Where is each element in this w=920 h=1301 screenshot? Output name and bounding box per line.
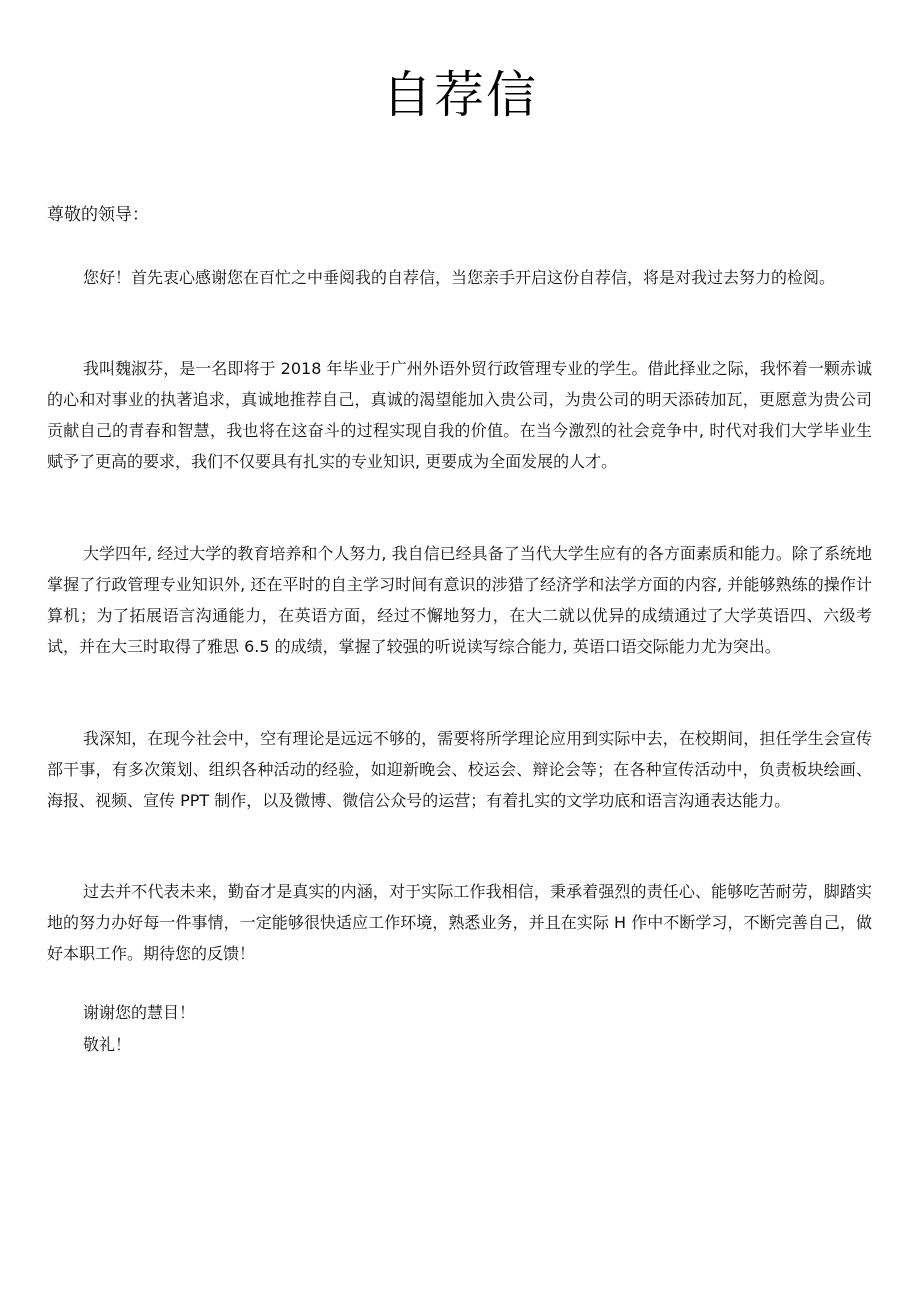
paragraph-conclusion: 过去并不代表未来，勤奋才是真实的内涵，对于实际工作我相信，秉承着强烈的责任心、能够吃苦耐劳，脚踏实地的努力办好每一件事情，一定能够很快适应工作环境，熟悉业务，并且在实际 H 作中不断学习，不断完善自己，做好本职工作。期待您的反馈！ (47, 882, 872, 963)
salutation: 尊敬的领导： (47, 205, 149, 225)
paragraph-experience: 我深知，在现今社会中，空有理论是远远不够的，需要将所学理论应用到实际中去，在校期间，担任学生会宣传部干事，有多次策划、组织各种活动的经验，如迎新晚会、校运会、辩论会等；在各种宣传活动中，负责板块绘画、海报、视频、宣传 PPT 制作，以及微博、微信公众号的运营；有着扎实的文学功底和语言沟通表达能力。 (47, 729, 872, 810)
closing-thanks: 谢谢您的慧目！ (83, 1003, 196, 1022)
paragraph-introduction: 我叫魏淑芬，是一名即将于 2018 年毕业于广州外语外贸行政管理专业的学生。借此择业之际，我怀着一颗赤诚的心和对事业的执著追求，真诚地推荐自己，真诚的渴望能加入贵公司，为贵公司的明天添砖加瓦，更愿意为贵公司贡献自己的青春和智慧，我也将在这奋斗的过程实现自我的价值。在当今激烈的社会竞争中, 时代对我们大学毕业生赋予了更高的要求，我们不仅要具有扎实的专业知识, 更要成为全面发展的人才。 (47, 359, 872, 471)
document-title: 自荐信 (382, 66, 538, 124)
paragraph-greeting: 您好！首先衷心感谢您在百忙之中垂阅我的自荐信，当您亲手开启这份自荐信，将是对我过去努力的检阅。 (83, 268, 836, 287)
closing-salute: 敬礼！ (83, 1035, 132, 1054)
paragraph-education: 大学四年, 经过大学的教育培养和个人努力, 我自信已经具备了当代大学生应有的各方面素质和能力。除了系统地掌握了行政管理专业知识外, 还在平时的自主学习时间有意识的涉猎了经济学和法学方面的内容, 并能够熟练的操作计算机；为了拓展语言沟通能力，在英语方面，经过不懈地努力，在大二就以优异的成绩通过了大学英语四、六级考试，并在大三时取得了雅思 6.5 的成绩，掌握了较强的听说读写综合能力, 英语口语交际能力尤为突出。 (47, 544, 872, 656)
